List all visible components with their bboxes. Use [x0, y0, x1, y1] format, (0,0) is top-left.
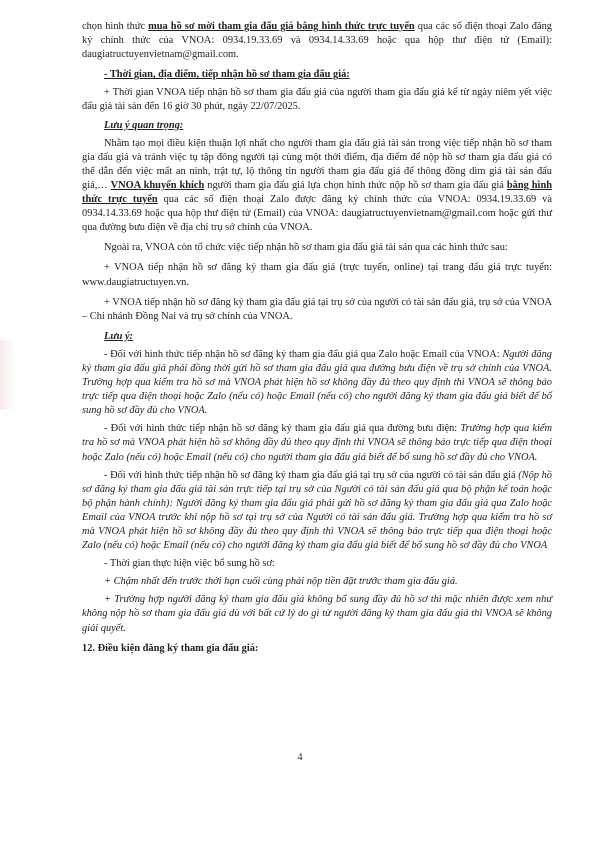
section-time-place: - Thời gian, địa điểm, tiếp nhận hồ sơ tham gia đấu giá:: [104, 69, 350, 81]
document-body: [82, 20, 552, 656]
paragraph-owner-office-note: - Đối với hình thức tiếp nhận hồ sơ đăng ký tham gia đấu giá tại trụ sở của người có tài sản đấu giá (Nộp hồ sơ đăng ký tham gia đấu giá tài sản trực tiếp tại trụ sở của Người có tài sản đấu giá qua bộ phận kế toán hoặc bộ phận hành chính): Người đăng ký tham gia đấu giá phải gửi hồ sơ đăng ký tham gia đấu giá qua Zalo hoặc Email của VNOA trước khi nộp hồ sơ tại trụ sở của Người có tài sản đấu giá. Trường hợp qua kiểm tra hồ sơ mà VNOA phát hiện hồ sơ không đầy đủ theo quy định thì VNOA sẽ thông báo trực tiếp qua điện thoại hoặc Zalo (nếu có) hoặc Email (nếu có) cho người đăng ký tham gia đấu giá biết để bổ sung hồ sơ đầy đủ cho VNOA: [82, 469, 552, 552]
section-12-heading: 12. Điều kiện đăng ký tham gia đấu giá:: [82, 642, 259, 654]
paragraph-zalo-email-note: - Đối với hình thức tiếp nhận hồ sơ đăng ký tham gia đấu giá qua Zalo hoặc Email của VNOA: Người đăng ký tham gia đấu giá phải đồng thời gửi hồ sơ tham gia đấu giá qua đường bưu điện về trụ sở chính của VNOA. Trường hợp qua kiểm tra hồ sơ mà VNOA phát hiện hồ sơ không đầy đủ theo quy định thì VNOA sẽ thông báo trực tiếp qua điện thoại hoặc Zalo (nếu có) hoặc Email (nếu có) cho người đăng ký tham gia đấu giá biết để bổ sung hồ sơ đầy đủ cho VNOA.: [82, 348, 552, 417]
paragraph-purchase-dossier: chọn hình thức mua hồ sơ mời tham gia đấu giá bằng hình thức trực tuyến qua các số điện thoại Zalo đăng ký chính thức của VNOA: 0934.19.33.69 và 0934.14.33.69 hoặc qua hộp thư điện tử (Email): daugiatructuyenvietnam@gmail.com.: [82, 21, 552, 61]
vnoa-encourage-emphasis: VNOA khuyến khích: [110, 179, 205, 191]
online-method-emphasis: bằng hình thức trực tuyến: [82, 179, 552, 206]
paragraph-deadline: + Chậm nhất đến trước thời hạn cuối cùng phải nộp tiền đặt trước tham gia đấu giá.: [104, 576, 458, 588]
page-number: 4: [297, 752, 303, 763]
paragraph-other-methods: Ngoài ra, VNOA còn tổ chức việc tiếp nhận hồ sơ tham gia đấu giá tài sản qua các hình thức sau:: [104, 242, 508, 254]
paragraph-postal-note: - Đối với hình thức tiếp nhận hồ sơ đăng ký tham gia đấu giá qua đường bưu điện: Trường hợp qua kiểm tra hồ sơ mà VNOA phát hiện hồ sơ không đầy đủ theo quy định thì VNOA sẽ thông báo trực tiếp qua điện thoại hoặc Zalo (nếu có) hoặc Email (nếu có) cho người tham gia đấu giá biết để bổ sung hồ sơ đầy đủ cho VNOA.: [82, 423, 552, 463]
paragraph-no-supplement: + Trường hợp người đăng ký tham gia đấu giá không bổ sung đầy đủ hồ sơ thì mặc nhiên được xem như không nộp hồ sơ tham gia đấu giá dù với bất cứ lý do gì từ người đăng ký tham gia đấu giá thì VNOA sẽ không giải quyết.: [82, 594, 552, 634]
paragraph-supplement-time: - Thời gian thực hiện việc bổ sung hồ sơ:: [104, 558, 275, 570]
note-heading: Lưu ý:: [104, 330, 134, 342]
important-note-heading: Lưu ý quan trọng:: [104, 119, 184, 131]
paragraph-online-website: + VNOA tiếp nhận hồ sơ đăng ký tham gia đấu giá (trực tuyến, online) tại trang đấu giá trực tuyến: www.daugiatructuyen.vn.: [82, 262, 552, 288]
margin-stamp-mark: [0, 340, 14, 410]
paragraph-receiving-time: + Thời gian VNOA tiếp nhận hồ sơ tham gia đấu giá của người tham gia đấu giá kể từ ngày niêm yết việc đấu giá tài sản đến 16 giờ 30 phút, ngày 22/07/2025.: [82, 87, 552, 113]
paragraph-online-encouragement: Nhằm tạo mọi điều kiện thuận lợi nhất cho người tham gia đấu giá tài sản trong việc tiếp nhận hồ sơ tham gia đấu giá và tránh việc tụ tập đông người tại cùng một thời điểm, địa điểm để nộp hồ sơ tham gia đấu giá có thể dẫn đến việc mất an ninh, trật tự, lộ thông tin người tham gia đấu giá để thông đồng dìm giá tài sản đấu giá,… VNOA khuyến khích người tham gia đấu giá lựa chọn hình thức nộp hồ sơ tham gia đấu giá bằng hình thức trực tuyến qua các số điện thoại Zalo được đăng ký chính thức của VNOA: 0934.19.33.69 và 0934.14.33.69 hoặc qua hộp thư điện tử (Email) của VNOA: daugiatructuyenvietnam@gmail.com hoặc gửi thư qua đường bưu điện về địa chỉ trụ sở chính của VNOA.: [82, 137, 552, 234]
online-purchase-emphasis: mua hồ sơ mời tham gia đấu giá bằng hình thức trực tuyến: [148, 21, 415, 32]
paragraph-office-receiving: + VNOA tiếp nhận hồ sơ đăng ký tham gia đấu giá tại trụ sở của người có tài sản đấu giá, trụ sở của VNOA – Chi nhánh Đồng Nai và trụ sở chính của VNOA.: [82, 296, 552, 322]
